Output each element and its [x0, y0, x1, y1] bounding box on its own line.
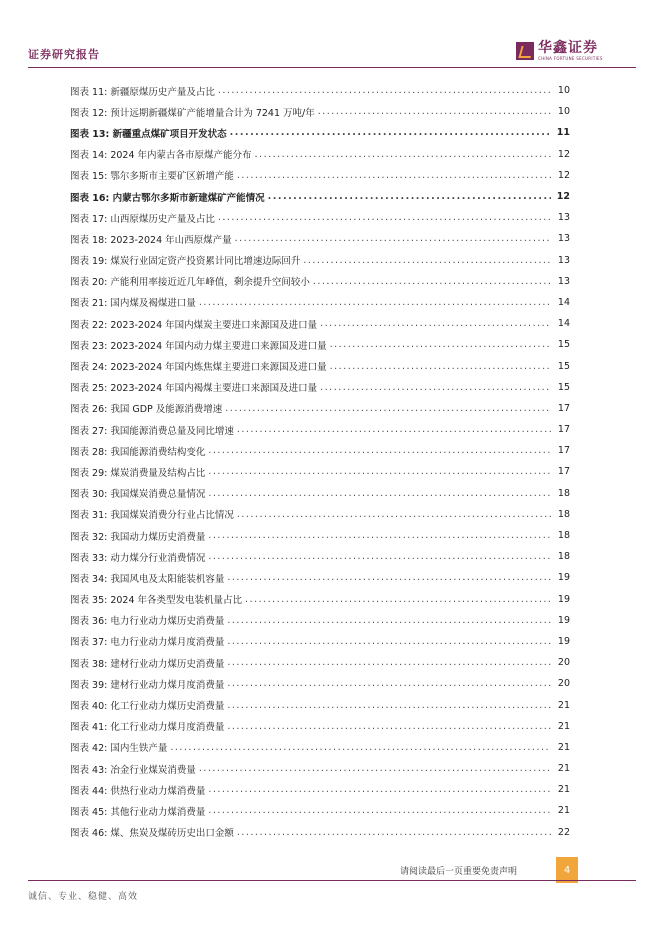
- toc-leader-dots: [320, 318, 551, 329]
- toc-leader-dots: [268, 191, 551, 202]
- toc-entry-title: 图表 27: 我国能源消费总量及同比增速: [70, 425, 234, 437]
- toc-entry[interactable]: [70, 652, 570, 673]
- toc-entry[interactable]: [70, 758, 570, 779]
- toc-leader-dots: [218, 85, 551, 96]
- toc-entry-page: 17: [557, 445, 570, 457]
- toc-entry-page: 19: [557, 593, 570, 605]
- toc-entry-title: 图表 25: 2023-2024 年国内褐煤主要进口来源国及进口量: [70, 383, 318, 395]
- toc-entry[interactable]: [70, 483, 570, 504]
- toc-entry-page: 20: [557, 678, 570, 690]
- toc-entry-title: 图表 41: 化工行业动力煤月度消费量: [70, 722, 225, 734]
- toc-leader-dots: [237, 424, 551, 435]
- toc-entry-page: 17: [557, 424, 570, 436]
- toc-entry[interactable]: [70, 398, 570, 419]
- toc-entry-title: 图表 40: 化工行业动力煤历史消费量: [70, 701, 225, 713]
- toc-entry-page: 13: [557, 233, 570, 245]
- toc-entry[interactable]: [70, 673, 570, 694]
- toc-entry[interactable]: [70, 334, 570, 355]
- toc-leader-dots: [170, 742, 551, 753]
- toc-entry-page: 13: [557, 212, 570, 224]
- toc-entry-title: 图表 37: 电力行业动力煤月度消费量: [70, 637, 225, 649]
- toc-entry[interactable]: [70, 292, 570, 313]
- toc-entry-title: 图表 23: 2023-2024 年国内动力煤主要进口来源国及进口量: [70, 340, 327, 352]
- toc-entry[interactable]: [70, 186, 570, 207]
- toc-entry-title: 图表 44: 供热行业动力煤消费量: [70, 785, 206, 797]
- toc-entry-page: 19: [557, 614, 570, 626]
- company-slogan: 诚信、专业、稳健、高效: [28, 892, 139, 902]
- toc-entry[interactable]: [70, 737, 570, 758]
- toc-leader-dots: [230, 127, 551, 138]
- toc-leader-dots: [225, 403, 551, 414]
- toc-entry-title: 图表 21: 国内煤及褐煤进口量: [70, 298, 196, 310]
- company-logo: [516, 40, 603, 62]
- page-number: 4: [556, 857, 578, 883]
- toc-entry-page: 12: [556, 191, 570, 203]
- toc-entry[interactable]: [70, 525, 570, 546]
- toc-entry-title: 图表 11: 新疆原煤历史产量及占比: [70, 86, 215, 98]
- toc-entry-title: 图表 46: 煤、焦炭及煤砖历史出口金额: [70, 828, 234, 840]
- toc-leader-dots: [208, 488, 551, 499]
- toc-entry[interactable]: [70, 355, 570, 376]
- toc-entry[interactable]: [70, 165, 570, 186]
- toc-entry-page: 15: [557, 339, 570, 351]
- toc-leader-dots: [227, 678, 551, 689]
- toc-entry-page: 21: [557, 784, 570, 796]
- toc-entry[interactable]: [70, 631, 570, 652]
- toc-leader-dots: [199, 297, 551, 308]
- toc-entry-page: 19: [557, 635, 570, 647]
- toc-entry-page: 21: [557, 741, 570, 753]
- toc-entry[interactable]: [70, 440, 570, 461]
- toc-leader-dots: [227, 572, 551, 583]
- toc-entry[interactable]: [70, 610, 570, 631]
- toc-entry[interactable]: [70, 228, 570, 249]
- toc-leader-dots: [227, 700, 551, 711]
- toc-entry-title: 图表 22: 2023-2024 年国内煤炭主要进口来源国及进口量: [70, 319, 318, 331]
- toc-leader-dots: [245, 594, 551, 605]
- toc-leader-dots: [227, 636, 551, 647]
- toc-entry-page: 18: [557, 508, 570, 520]
- logo-icon: [516, 42, 534, 60]
- toc-entry-title: 图表 13: 新疆重点煤矿项目开发状态: [70, 128, 227, 140]
- toc-leader-dots: [199, 763, 551, 774]
- toc-entry-title: 图表 28: 我国能源消费结构变化: [70, 446, 206, 458]
- toc-entry-page: 10: [557, 85, 570, 97]
- toc-entry[interactable]: [70, 567, 570, 588]
- toc-entry[interactable]: [70, 419, 570, 440]
- toc-entry[interactable]: [70, 377, 570, 398]
- toc-entry-title: 图表 15: 鄂尔多斯市主要矿区新增产能: [70, 171, 234, 183]
- toc-leader-dots: [330, 339, 551, 350]
- toc-entry-page: 15: [557, 381, 570, 393]
- toc-entry-title: 图表 39: 建材行业动力煤月度消费量: [70, 679, 225, 691]
- toc-leader-dots: [235, 233, 551, 244]
- toc-entry-title: 图表 36: 电力行业动力煤历史消费量: [70, 616, 225, 628]
- toc-entry[interactable]: [70, 822, 570, 843]
- toc-leader-dots: [208, 551, 551, 562]
- toc-entry-title: 图表 45: 其他行业动力煤消费量: [70, 806, 206, 818]
- toc-entry-page: 18: [557, 530, 570, 542]
- toc-leader-dots: [218, 212, 551, 223]
- toc-leader-dots: [208, 466, 551, 477]
- toc-entry[interactable]: [70, 461, 570, 482]
- toc-entry-page: 21: [557, 720, 570, 732]
- toc-entry-page: 17: [557, 466, 570, 478]
- toc-entry-page: 22: [557, 826, 570, 838]
- toc-entry[interactable]: [70, 589, 570, 610]
- toc-entry[interactable]: [70, 716, 570, 737]
- toc-leader-dots: [237, 509, 551, 520]
- toc-entry-page: 13: [557, 254, 570, 266]
- toc-entry[interactable]: [70, 313, 570, 334]
- toc-leader-dots: [208, 805, 551, 816]
- toc-entry[interactable]: [70, 207, 570, 228]
- toc-entry[interactable]: [70, 101, 570, 122]
- toc-entry-page: 14: [557, 318, 570, 330]
- toc-entry-title: 图表 12: 预计远期新疆煤矿产能增量合计为 7241 万吨/年: [70, 107, 315, 119]
- toc-leader-dots: [208, 530, 551, 541]
- header-divider: [28, 67, 636, 68]
- toc-leader-dots: [237, 827, 551, 838]
- toc-entry[interactable]: [70, 144, 570, 165]
- logo-name-en: CHINA FORTUNE SECURITIES: [538, 56, 603, 61]
- toc-entry-title: 图表 29: 煤炭消费量及结构占比: [70, 467, 206, 479]
- toc-entry[interactable]: [70, 694, 570, 715]
- toc-leader-dots: [208, 445, 551, 456]
- toc-leader-dots: [227, 615, 551, 626]
- toc-entry-page: 21: [557, 805, 570, 817]
- toc-leader-dots: [330, 361, 551, 372]
- toc-entry-title: 图表 38: 建材行业动力煤历史消费量: [70, 658, 225, 670]
- toc-entry[interactable]: [70, 779, 570, 800]
- toc-entry-title: 图表 18: 2023-2024 年山西原煤产量: [70, 234, 232, 246]
- toc-entry-title: 图表 14: 2024 年内蒙古各市原煤产能分布: [70, 150, 252, 162]
- toc-entry[interactable]: [70, 546, 570, 567]
- toc-entry-title: 图表 33: 动力煤分行业消费情况: [70, 552, 206, 564]
- toc-entry-page: 10: [557, 106, 570, 118]
- toc-leader-dots: [255, 149, 551, 160]
- toc-entry[interactable]: [70, 122, 570, 143]
- toc-entry-page: 15: [557, 360, 570, 372]
- toc-leader-dots: [208, 784, 551, 795]
- toc-entry-page: 19: [557, 572, 570, 584]
- toc-leader-dots: [303, 255, 551, 266]
- toc-entry-title: 图表 42: 国内生铁产量: [70, 743, 168, 755]
- toc-entry-title: 图表 19: 煤炭行业固定资产投资累计同比增速边际回升: [70, 256, 301, 268]
- toc-entry-page: 18: [557, 487, 570, 499]
- toc-entry-page: 12: [557, 169, 570, 181]
- toc-entry[interactable]: [70, 504, 570, 525]
- toc-entry-page: 12: [557, 148, 570, 160]
- table-of-figures: [70, 80, 570, 843]
- toc-entry[interactable]: [70, 271, 570, 292]
- toc-entry-title: 图表 34: 我国风电及太阳能装机容量: [70, 573, 225, 585]
- toc-entry-title: 图表 16: 内蒙古鄂尔多斯市新建煤矿产能情况: [70, 192, 265, 204]
- toc-entry-page: 21: [557, 699, 570, 711]
- toc-leader-dots: [320, 382, 551, 393]
- toc-entry-page: 11: [556, 127, 570, 139]
- toc-leader-dots: [313, 276, 551, 287]
- toc-entry[interactable]: [70, 800, 570, 821]
- disclaimer-note: 请阅读最后一页重要免责声明: [400, 867, 518, 877]
- toc-entry-page: 20: [557, 657, 570, 669]
- toc-entry-title: 图表 26: 我国 GDP 及能源消费增速: [70, 404, 223, 416]
- toc-entry-title: 图表 32: 我国动力煤历史消费量: [70, 531, 206, 543]
- toc-entry-title: 图表 17: 山西原煤历史产量及占比: [70, 213, 215, 225]
- toc-entry-page: 21: [557, 763, 570, 775]
- toc-entry[interactable]: [70, 80, 570, 101]
- toc-entry-title: 图表 20: 产能利用率接近近几年峰值，剩余提升空间较小: [70, 277, 310, 289]
- toc-leader-dots: [227, 657, 551, 668]
- toc-entry[interactable]: [70, 250, 570, 271]
- report-type-label: 证券研究报告: [28, 48, 100, 61]
- toc-entry-page: 18: [557, 551, 570, 563]
- toc-leader-dots: [318, 106, 551, 117]
- footer-divider: [28, 880, 636, 881]
- logo-name-cn: 华鑫证券: [538, 40, 598, 56]
- toc-entry-page: 17: [557, 402, 570, 414]
- toc-entry-title: 图表 30: 我国煤炭消费总量情况: [70, 489, 206, 501]
- toc-entry-page: 14: [557, 296, 570, 308]
- toc-leader-dots: [227, 721, 551, 732]
- toc-entry-title: 图表 31: 我国煤炭消费分行业占比情况: [70, 510, 234, 522]
- toc-entry-title: 图表 43: 冶金行业煤炭消费量: [70, 764, 196, 776]
- toc-entry-title: 图表 35: 2024 年各类型发电装机量占比: [70, 595, 243, 607]
- toc-entry-page: 13: [557, 275, 570, 287]
- toc-entry-title: 图表 24: 2023-2024 年国内炼焦煤主要进口来源国及进口量: [70, 362, 327, 374]
- toc-leader-dots: [237, 170, 551, 181]
